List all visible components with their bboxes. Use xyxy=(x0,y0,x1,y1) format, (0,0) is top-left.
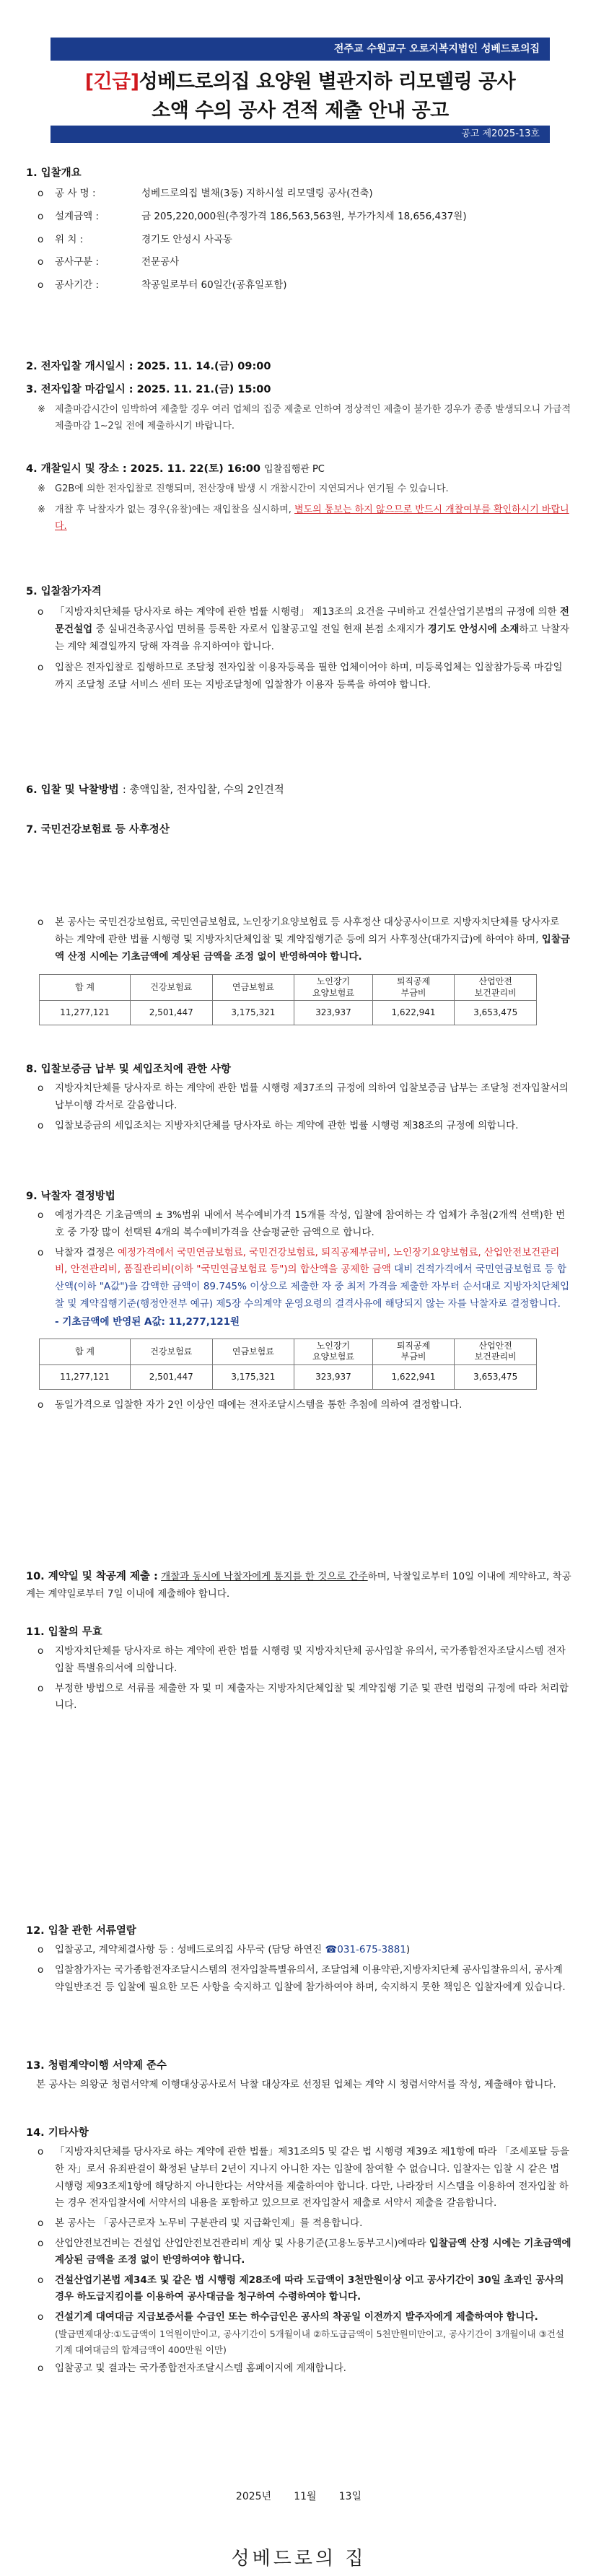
list-item: o 공 사 명 : 성베드로의집 별채(3동) 지하시설 리모델링 공사(건축) xyxy=(38,188,373,200)
section-title: 9. 낙찰자 결정방법 xyxy=(26,1191,115,1202)
org-name: 전주교 수원교구 오로지복지법인 성베드로의집 xyxy=(333,43,540,55)
section-title: 2. 전자입찰 개시일시 : 2025. 11. 14.(금) 09:00 xyxy=(26,361,271,372)
table-header: 노인장기 요양보험료 xyxy=(294,1339,373,1364)
page-title xyxy=(51,68,550,126)
insurance-table xyxy=(39,974,537,1025)
section-title: 13. 청렴계약이행 서약제 준수 xyxy=(26,2060,167,2072)
table-cell: 2,501,447 xyxy=(130,1364,212,1389)
exemption-note: (발급면제대상:①도급액이 1억원이만이고, 공사기간이 5개월이내 ②하도급금액이 5천만원미만이고, 공사기간이 3개월이내 ③건설기계 대여대금의 합계금액이 400만원 이만) xyxy=(55,2328,564,2355)
section-title: 14. 기타사항 xyxy=(26,2127,89,2139)
urgent-tag: [긴급] xyxy=(84,71,139,93)
section-title: 11. 입찰의 무효 xyxy=(26,1626,102,1638)
table-header: 연금보험료 xyxy=(212,975,294,1001)
section-documents xyxy=(26,1922,571,1996)
table-header: 합 계 xyxy=(40,975,131,1001)
note: ※ G2B에 의한 전자입찰로 진행되며, 전산장애 발생 시 개찰시간이 지연되거나 연기될 수 있습니다. xyxy=(38,483,449,495)
table-header: 퇴직공제 부금비 xyxy=(372,1339,455,1364)
table-header: 건강보험료 xyxy=(130,975,212,1001)
section-title: 5. 입찰참가자격 xyxy=(26,586,102,597)
table-cell: 3,175,321 xyxy=(212,1001,294,1025)
list-item: o 부정한 방법으로 서류를 제출한 자 및 미 제출자는 지방자치단체입찰 및 계약집행 기준 및 관련 법령의 규정에 따라 처리합니다. xyxy=(38,1682,569,1712)
notice-date: 2025년 11월 13일 xyxy=(235,2491,362,2502)
list-item: o 입찰보증금의 세입조치는 지방자치단체를 당사자로 하는 계약에 관한 법률 시행령 제38조의 규정에 의합니다. xyxy=(38,1119,519,1131)
integrity-text: 본 공사는 의왕군 청렴서약제 이행대상공사로서 낙찰 대상자로 선정된 업체는 계약 시 청렴서약서를 작성, 제출해야 합니다. xyxy=(36,2079,556,2091)
list-item: o 동일가격으로 입찰한 자가 2인 이상인 때에는 전자조달시스템을 통한 추첨에 의하여 결정합니다. xyxy=(38,1398,463,1411)
section-title: 6. 입찰 및 낙찰방법 : 총액입찰, 전자입찰, 수의 2인견적 xyxy=(26,784,284,796)
notice-number-bar xyxy=(51,126,550,143)
list-item: o 본 공사는 「공사근로자 노무비 구분관리 및 지급확인제」를 적용합니다. xyxy=(38,2217,363,2229)
list-item: o 예정가격은 기초금액의 ± 3%범위 내에서 복수예비가격 15개를 작성, 입찰에 참여하는 각 업체가 추첨(2개씩 선택)한 번호 중 가장 많이 선택된 4개의 복수예비가격을 산술평균한 금액으로 합니다. xyxy=(38,1209,566,1238)
list-item: o 지방자치단체를 당사자로 하는 계약에 관한 법률 시행령 및 지방자치단체 공사입찰 유의서, 국가종합전자조달시스템 전자입찰 특별유의서에 의합니다. xyxy=(38,1645,566,1674)
section-integrity xyxy=(26,2057,571,2094)
section-bid-method xyxy=(26,781,571,799)
list-item: o 건설산업기본법 제34조 및 같은 법 시행령 제28조에 따라 도급액이 3천만원이상 이고 공사기간이 30일 초과인 공사의 경우 하도급지킴이를 이용하여 공사대금을 청구하여 수령하여야 합니다. xyxy=(38,2274,564,2303)
table-cell: 2,501,447 xyxy=(130,1001,212,1025)
table-cell: 3,175,321 xyxy=(212,1364,294,1389)
table-header: 산업안전 보건관리비 xyxy=(455,975,537,1001)
section-eligibility xyxy=(26,583,571,694)
list-item: o 설계금액 : 금 205,220,000원(추정가격 186,563,563원, 부가가치세 18,656,437원) xyxy=(38,211,467,222)
list-item: o 위 치 : 경기도 안성시 사곡동 xyxy=(38,233,232,245)
section-invalid-bid xyxy=(26,1624,571,1714)
table-cell: 323,937 xyxy=(294,1364,373,1389)
section-insurance-settlement xyxy=(26,821,571,1025)
section-overview xyxy=(26,165,571,294)
list-item: o 공사기간 : 착공일로부터 60일간(공휴일포함) xyxy=(38,279,287,291)
list-item: o 「지방자치단체를 당사자로 하는 계약에 관한 법률 시행령」 제13조의 요건을 구비하고 건설산업기본법의 규정에 의한 전문건설업 중 실내건축공사업 면허를 등록한 자로서 입찰공고일 전일 현재 본점 소재지가 경기도 안성시에 소재하고 낙찰자는 계약 체결일까지 당해 자격을 유지하여야 합니다. xyxy=(38,606,569,652)
table-header: 건강보험료 xyxy=(130,1339,212,1364)
section-title: 7. 국민건강보험료 등 사후정산 xyxy=(26,824,170,836)
list-item: o 입찰은 전자입찰로 집행하므로 조달청 전자입찰 이용자등록을 필한 업체이어야 하며, 미등록업체는 입찰참가등록 마감일까지 조달청 조달 서비스 센터 또는 지방조달청에 입찰참가 이용자 등록을 하여야 합니다. xyxy=(38,662,563,691)
section-title: 4. 개찰일시 및 장소 : 2025. 11. 22(토) 16:00 입찰집행관 PC xyxy=(26,463,325,475)
issuer-signature: 성베드로의 집 xyxy=(231,2548,367,2570)
table-header: 노인장기 요양보험료 xyxy=(294,975,373,1001)
list-item: o 입찰공고, 계약체결사항 등 : 성베드로의집 사무국 (담당 하연진 ☎031-675-3881) xyxy=(38,1944,411,1956)
contract-text: 10. 계약일 및 착공계 제출 : 개찰과 동시에 낙찰자에게 통지를 한 것으로 간주하며, 낙찰일로부터 10일 이내에 계약하고, 착공계는 계약일로부터 7일 이내에 제출해야 합니다. xyxy=(26,1571,571,1600)
table-header: 산업안전 보건관리비 xyxy=(455,1339,537,1364)
section-award xyxy=(26,1188,571,1414)
list-item: o 본 공사는 국민건강보험료, 국민연금보험료, 노인장기요양보험료 등 사후정산 대상공사이므로 지방자치단체를 당사자로 하는 계약에 관한 법률 시행령 및 지방자치단체입찰 및 계약집행기준 등에 의거 사후정산(대가지급)에 하여야 하며, 입찰금액 산정 시에는 기초금액에 계상된 금액을 조정 없이 반영하여야 합니다. xyxy=(38,916,570,963)
title-line-2: 소액 수의 공사 견적 제출 안내 공고 xyxy=(152,100,449,122)
notice-number: 공고 제2025-13호 xyxy=(461,128,540,139)
list-item: o 낙찰자 결정은 예정가격에서 국민연금보험료, 국민건강보험료, 퇴직공제부금비, 노인장기요양보험료, 산업안전보건관리비, 안전관리비, 품질관리비(이하 "국민연금보험료 등")의 합산액을 공제한 금액 대비 견적가격에서 국민연금보험료 등 합산액(이하 "A값")을 감액한 금액이 89.745% 이상으로 제출한 자 중 최저 가격을 제출한 자부터 순서대로 지방자치단체입찰 및 계약집행기준(행정안전부 예규) 제5장 수의계약 운영요령의 결격사유에 해당되지 않는 자를 낙찰자로 결정합니다. xyxy=(38,1246,570,1310)
title-line-1: 성베드로의집 요양원 별관지하 리모델링 공사 xyxy=(139,71,516,93)
table-header: 퇴직공제 부금비 xyxy=(372,975,455,1001)
section-title: 8. 입찰보증금 납부 및 세입조치에 관한 사항 xyxy=(26,1064,232,1075)
list-item: o 건설기계 대여대금 지급보증서를 수급인 또는 하수급인은 공사의 착공일 이전까지 발주자에게 제출하여야 합니다. xyxy=(38,2311,538,2323)
table-cell: 11,277,121 xyxy=(40,1364,131,1389)
table-cell: 1,622,941 xyxy=(372,1364,455,1389)
a-value-line: - 기초금액에 반영된 A값: 11,277,121원 xyxy=(55,1316,240,1328)
section-title: 3. 전자입찰 마감일시 : 2025. 11. 21.(금) 15:00 xyxy=(26,384,271,395)
contact-phone[interactable]: ☎031-675-3881 xyxy=(325,1944,406,1956)
list-item: o 지방자치단체를 당사자로 하는 계약에 관한 법률 시행령 제37조의 규정에 의하여 입찰보증금 납부는 조달청 전자입찰서의 납부이행 각서로 갈음합니다. xyxy=(38,1082,569,1111)
list-item: o 산업안전보건비는 건설업 산업안전보건관리비 계상 및 사용기준(고용노동부고시)에따라 입찰금액 산정 시에는 기초금액에 계상된 금액을 조정 없이 반영하여야 합니다. xyxy=(38,2237,571,2266)
list-item: o 「지방자치단체를 당사자로 하는 계약에 관한 법률」제31조의5 및 같은 법 시행령 제39조 제1항에 따라 「조세포탈 등을 한 자」로서 유죄판결이 확정된 날부터 2년이 지나지 아니한 자는 입찰에 참여할 수 없습니다. 입찰자는 입찰 시 같은 법 시행령 제93조제1항에 해당하지 아니한다는 서약서를 제출하여야 합니다. 다만, 나라장터 시스템을 이용하여 전자입찰 하는 경우 전자입찰서에 서약서의 내용을 포함하고 있으므로 전자입찰서 제출로 서약서 제출을 갈음합니다. xyxy=(38,2146,569,2209)
table-header: 합 계 xyxy=(40,1339,131,1364)
section-opening xyxy=(26,460,571,535)
table-header: 연금보험료 xyxy=(212,1339,294,1364)
table-cell: 3,653,475 xyxy=(455,1001,537,1025)
table-cell: 323,937 xyxy=(294,1001,373,1025)
section-title: 1. 입찰개요 xyxy=(26,167,82,179)
note: ※ 개찰 후 낙찰자가 없는 경우(유찰)에는 재입찰을 실시하며, 별도의 통보는 하지 않으므로 반드시 개찰여부를 확인하시기 바랍니다. xyxy=(38,504,569,532)
section-contract xyxy=(26,1568,571,1603)
section-bid-close xyxy=(26,381,571,435)
org-banner xyxy=(51,38,550,61)
table-cell: 1,622,941 xyxy=(372,1001,455,1025)
table-cell: 11,277,121 xyxy=(40,1001,131,1025)
section-bid-open xyxy=(26,358,571,376)
section-misc xyxy=(26,2124,571,2378)
section-title: 12. 입찰 관한 서류열람 xyxy=(26,1925,136,1937)
table-cell: 3,653,475 xyxy=(455,1364,537,1389)
note: ※ 제출마감시간이 임박하여 제출할 경우 여러 업체의 집중 제출로 인하여 정상적인 제출이 불가한 경우가 종종 발생되오니 가급적 제출마감 1~2일 전에 제출하시기 바랍니다. xyxy=(38,404,571,432)
a-value-table xyxy=(39,1339,537,1390)
list-item: o 입찰공고 및 결과는 국가종합전자조달시스템 홈페이지에 게재합니다. xyxy=(38,2362,346,2375)
list-item: o 입찰참가자는 국가종합전자조달시스템의 전자입찰특별유의서, 조달업체 이용약관,지방자치단체 공사입찰유의서, 공사계약일반조건 등 입찰에 필요한 모든 사항을 숙지하고 입찰에 참가하여야 하며, 숙지하지 못한 책임은 입찰자에게 있습니다. xyxy=(38,1964,566,1993)
list-item: o 공사구분 : 전문공사 xyxy=(38,256,180,268)
section-bid-bond xyxy=(26,1061,571,1134)
